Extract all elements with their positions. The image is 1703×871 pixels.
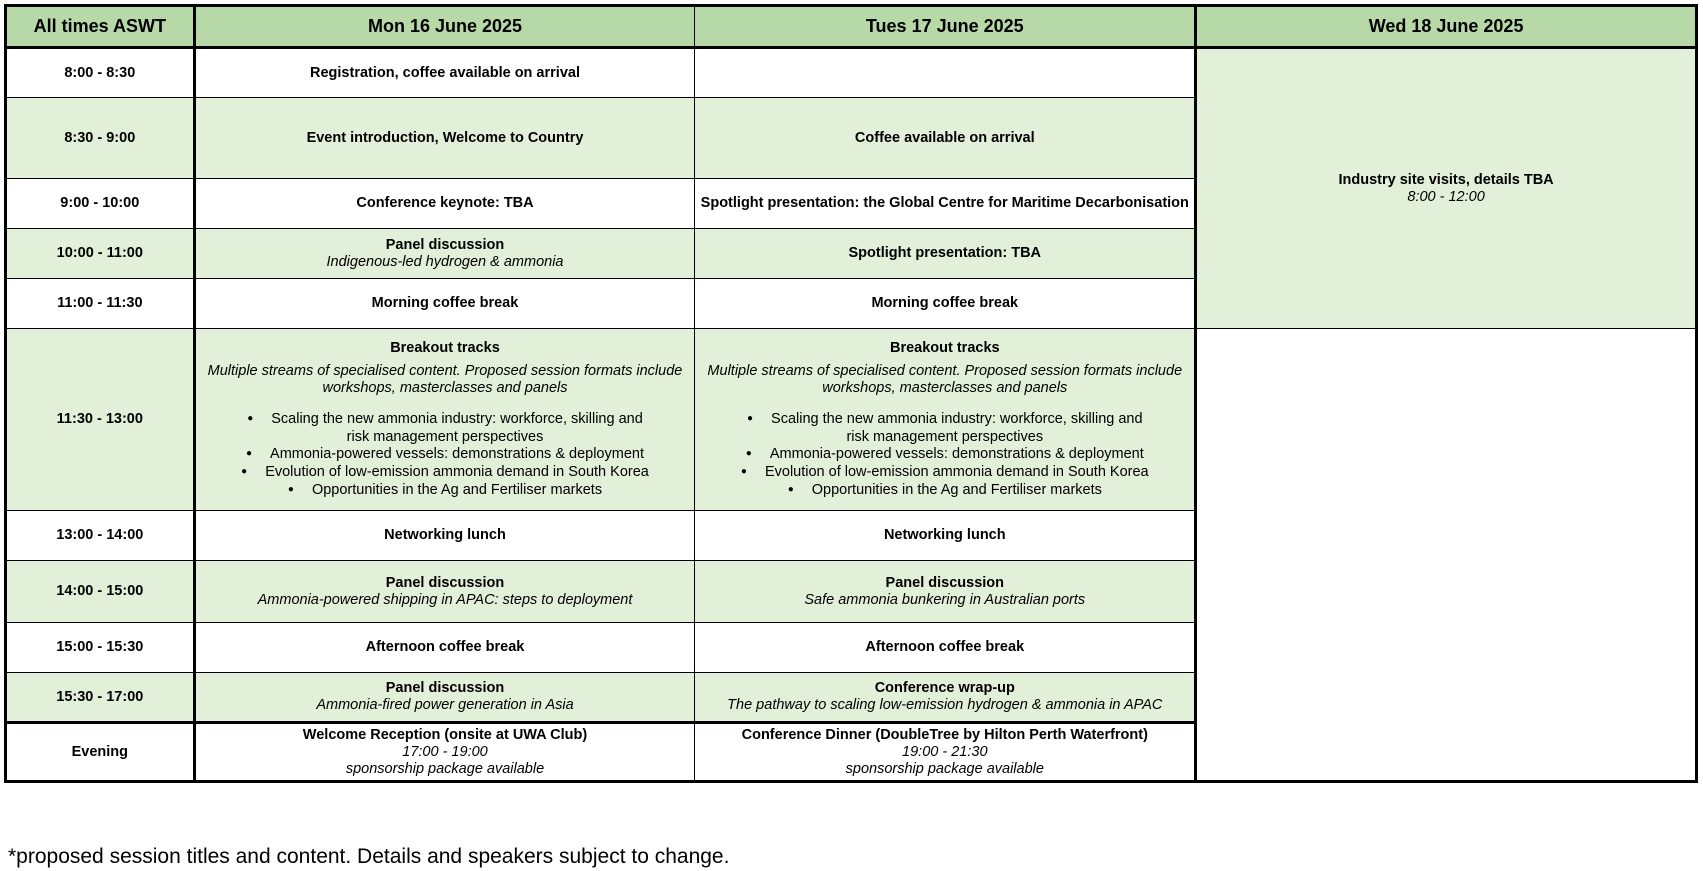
session-title: Breakout tracks: [889, 339, 1000, 356]
time-slot: 11:30 - 13:00: [6, 329, 195, 511]
footnote: *proposed session titles and content. Details and speakers subject to change.: [8, 845, 730, 868]
session-title: Conference Dinner (DoubleTree by Hilton Perth Waterfront): [741, 726, 1148, 743]
session-description: Multiple streams of specialised content. Proposed session formats include workshops, masterclasses and panels: [707, 362, 1183, 396]
session-title: Panel discussion: [385, 574, 505, 591]
session-subtitle: Safe ammonia bunkering in Australian ports: [804, 591, 1086, 608]
session-time: 19:00 - 21:30: [902, 743, 988, 760]
session-note: sponsorship package available: [845, 760, 1044, 777]
session-title: Spotlight presentation: the Global Centre for Maritime Decarbonisation: [700, 195, 1189, 211]
time-slot: 11:00 - 11:30: [6, 279, 195, 329]
monday-session: [194, 723, 695, 782]
session-subtitle: Indigenous-led hydrogen & ammonia: [326, 253, 564, 270]
breakout-track-list: [199, 411, 692, 500]
monday-session: [194, 511, 695, 561]
session-subtitle: Ammonia-fired power generation in Asia: [316, 697, 574, 713]
header-row: [6, 6, 1697, 48]
time-slot: 13:00 - 14:00: [6, 511, 195, 561]
tuesday-session: [695, 511, 1196, 561]
session-title: Networking lunch: [883, 527, 1006, 543]
list-item: ● Ammonia-powered vessels: demonstrations & deployment: [698, 446, 1191, 464]
tuesday-session: [695, 48, 1196, 98]
time-slot: 9:00 - 10:00: [6, 179, 195, 229]
list-item: ● Opportunities in the Ag and Fertiliser markets: [698, 482, 1191, 500]
list-item: ● Ammonia-powered vessels: demonstrations & deployment: [199, 446, 692, 464]
wednesday-empty: [1196, 329, 1697, 782]
header-tuesday: Tues 17 June 2025: [695, 6, 1196, 48]
schedule-table: [4, 4, 1698, 783]
monday-session: [194, 561, 695, 623]
tuesday-session: [695, 229, 1196, 279]
session-title: Panel discussion: [385, 236, 505, 253]
session-title: Spotlight presentation: TBA: [848, 245, 1042, 261]
monday-session: [194, 229, 695, 279]
session-description: Multiple streams of specialised content. Proposed session formats include workshops, masterclasses and panels: [207, 362, 683, 396]
time-slot: 15:00 - 15:30: [6, 623, 195, 673]
monday-session: [194, 179, 695, 229]
session-title: Networking lunch: [384, 527, 506, 543]
monday-session: [194, 279, 695, 329]
time-slot: 10:00 - 11:00: [6, 229, 195, 279]
session-title: Panel discussion: [385, 680, 505, 696]
header-time-column: All times ASWT: [6, 6, 195, 48]
monday-session: [194, 48, 695, 98]
time-slot: 14:00 - 15:00: [6, 561, 195, 623]
monday-session: [194, 623, 695, 673]
session-title: Afternoon coffee break: [865, 639, 1025, 655]
time-slot: 8:00 - 8:30: [6, 48, 195, 98]
time-slot: 15:30 - 17:00: [6, 673, 195, 723]
session-time: 17:00 - 19:00: [402, 743, 488, 760]
list-item: ● Evolution of low-emission ammonia demand in South Korea: [199, 464, 692, 482]
monday-session: [194, 673, 695, 723]
session-time: 8:00 - 12:00: [1407, 188, 1485, 205]
list-item: ● Opportunities in the Ag and Fertiliser markets: [199, 482, 692, 500]
list-item: ● Scaling the new ammonia industry: workforce, skilling and risk management perspectives: [199, 411, 692, 446]
session-title: Conference keynote: TBA: [356, 195, 534, 211]
session-subtitle: The pathway to scaling low-emission hydrogen & ammonia in APAC: [727, 697, 1163, 713]
tuesday-session: [695, 623, 1196, 673]
breakout-track-list: [698, 411, 1191, 500]
tuesday-session: [695, 179, 1196, 229]
session-title: Industry site visits, details TBA: [1338, 171, 1554, 188]
session-title: Coffee available on arrival: [854, 129, 1035, 146]
tuesday-session: [695, 98, 1196, 179]
time-slot: Evening: [6, 723, 195, 782]
wednesday-site-visits: [1196, 48, 1697, 329]
session-subtitle: Ammonia-powered shipping in APAC: steps to deployment: [257, 591, 633, 608]
list-item: ● Evolution of low-emission ammonia demand in South Korea: [698, 464, 1191, 482]
session-title: Breakout tracks: [390, 339, 500, 356]
session-title: Conference wrap-up: [874, 680, 1015, 696]
header-monday: Mon 16 June 2025: [194, 6, 695, 48]
list-item: ● Scaling the new ammonia industry: workforce, skilling and risk management perspectives: [698, 411, 1191, 446]
session-title: Morning coffee break: [871, 295, 1019, 311]
monday-session: [194, 98, 695, 179]
session-title: Registration, coffee available on arrival: [310, 64, 580, 81]
tuesday-session: [695, 723, 1196, 782]
time-slot: 8:30 - 9:00: [6, 98, 195, 179]
header-wednesday: Wed 18 June 2025: [1196, 6, 1697, 48]
monday-session: [194, 329, 695, 511]
tuesday-session: [695, 329, 1196, 511]
table-row: [6, 329, 1697, 511]
session-title: Panel discussion: [885, 574, 1005, 591]
session-title: Welcome Reception (onsite at UWA Club): [302, 726, 588, 743]
tuesday-session: [695, 279, 1196, 329]
session-note: sponsorship package available: [345, 760, 545, 777]
session-title: Morning coffee break: [371, 295, 519, 311]
table-row: [6, 48, 1697, 98]
tuesday-session: [695, 673, 1196, 723]
session-title: Afternoon coffee break: [365, 639, 525, 655]
tuesday-session: [695, 561, 1196, 623]
session-title: Event introduction, Welcome to Country: [306, 129, 584, 146]
